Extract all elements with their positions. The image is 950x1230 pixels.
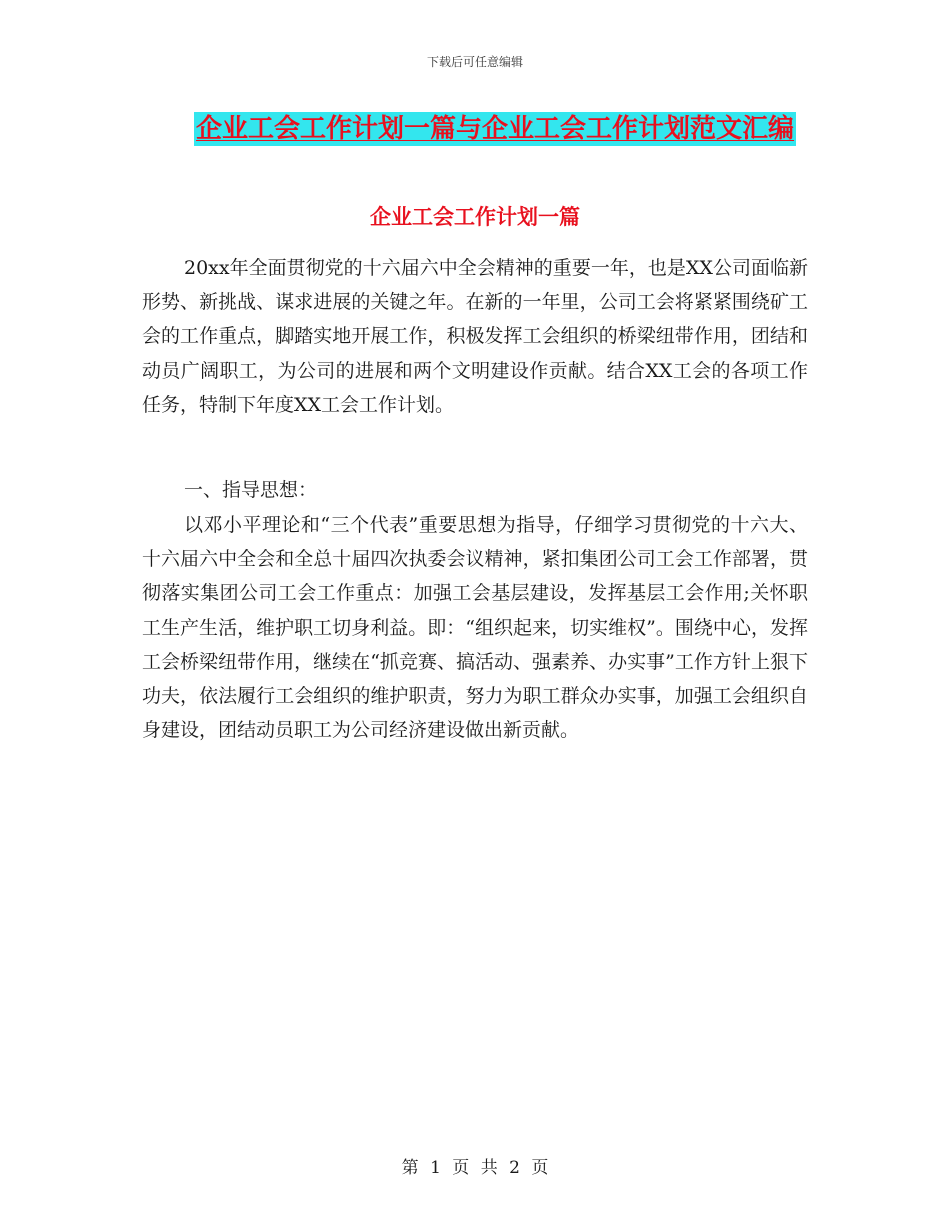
page-number-footer: 第 1 页 共 2 页 <box>401 1158 549 1178</box>
heading-guiding-ideology: 一、指导思想： <box>184 479 318 501</box>
body-paragraph-guiding-ideology: 以邓小平理论和“三个代表”重要思想为指导，仔细学习贯彻党的十六大、十六届六中全会和全总十届四次执委会议精神，紧扣集团公司工会工作部署，贯彻落实集团公司工会工作重点：加强工会基层建设，发挥基层工会作用;关怀职工生产生活，维护职工切身利益。即：“组织起来，切实维权”。围绕中心，发挥工会桥梁纽带作用，继续在“抓竞赛、搞活动、强素养、办实事”工作方针上狠下功夫，依法履行工会组织的维护职责，努力为职工群众办实事，加强工会组织自身建设，团结动员职工为公司经济建设做出新贡献。 <box>142 514 808 742</box>
section-title: 企业工会工作计划一篇 <box>370 205 580 229</box>
document-main-title: 企业工会工作计划一篇与企业工会工作计划范文汇编 <box>196 114 795 144</box>
page-header-note: 下载后可任意编辑 <box>426 55 523 69</box>
body-paragraph-intro: 20xx年全面贯彻党的十六届六中全会精神的重要一年，也是XX公司面临新形势、新挑战、谋求进展的关键之年。在新的一年里，公司工会将紧紧围绕矿工会的工作重点，脚踏实地开展工作，积极发挥工会组织的桥梁纽带作用，团结和动员广阔职工，为公司的进展和两个文明建设作贡献。结合XX工会的各项工作任务，特制下年度XX工会工作计划。 <box>142 257 808 416</box>
